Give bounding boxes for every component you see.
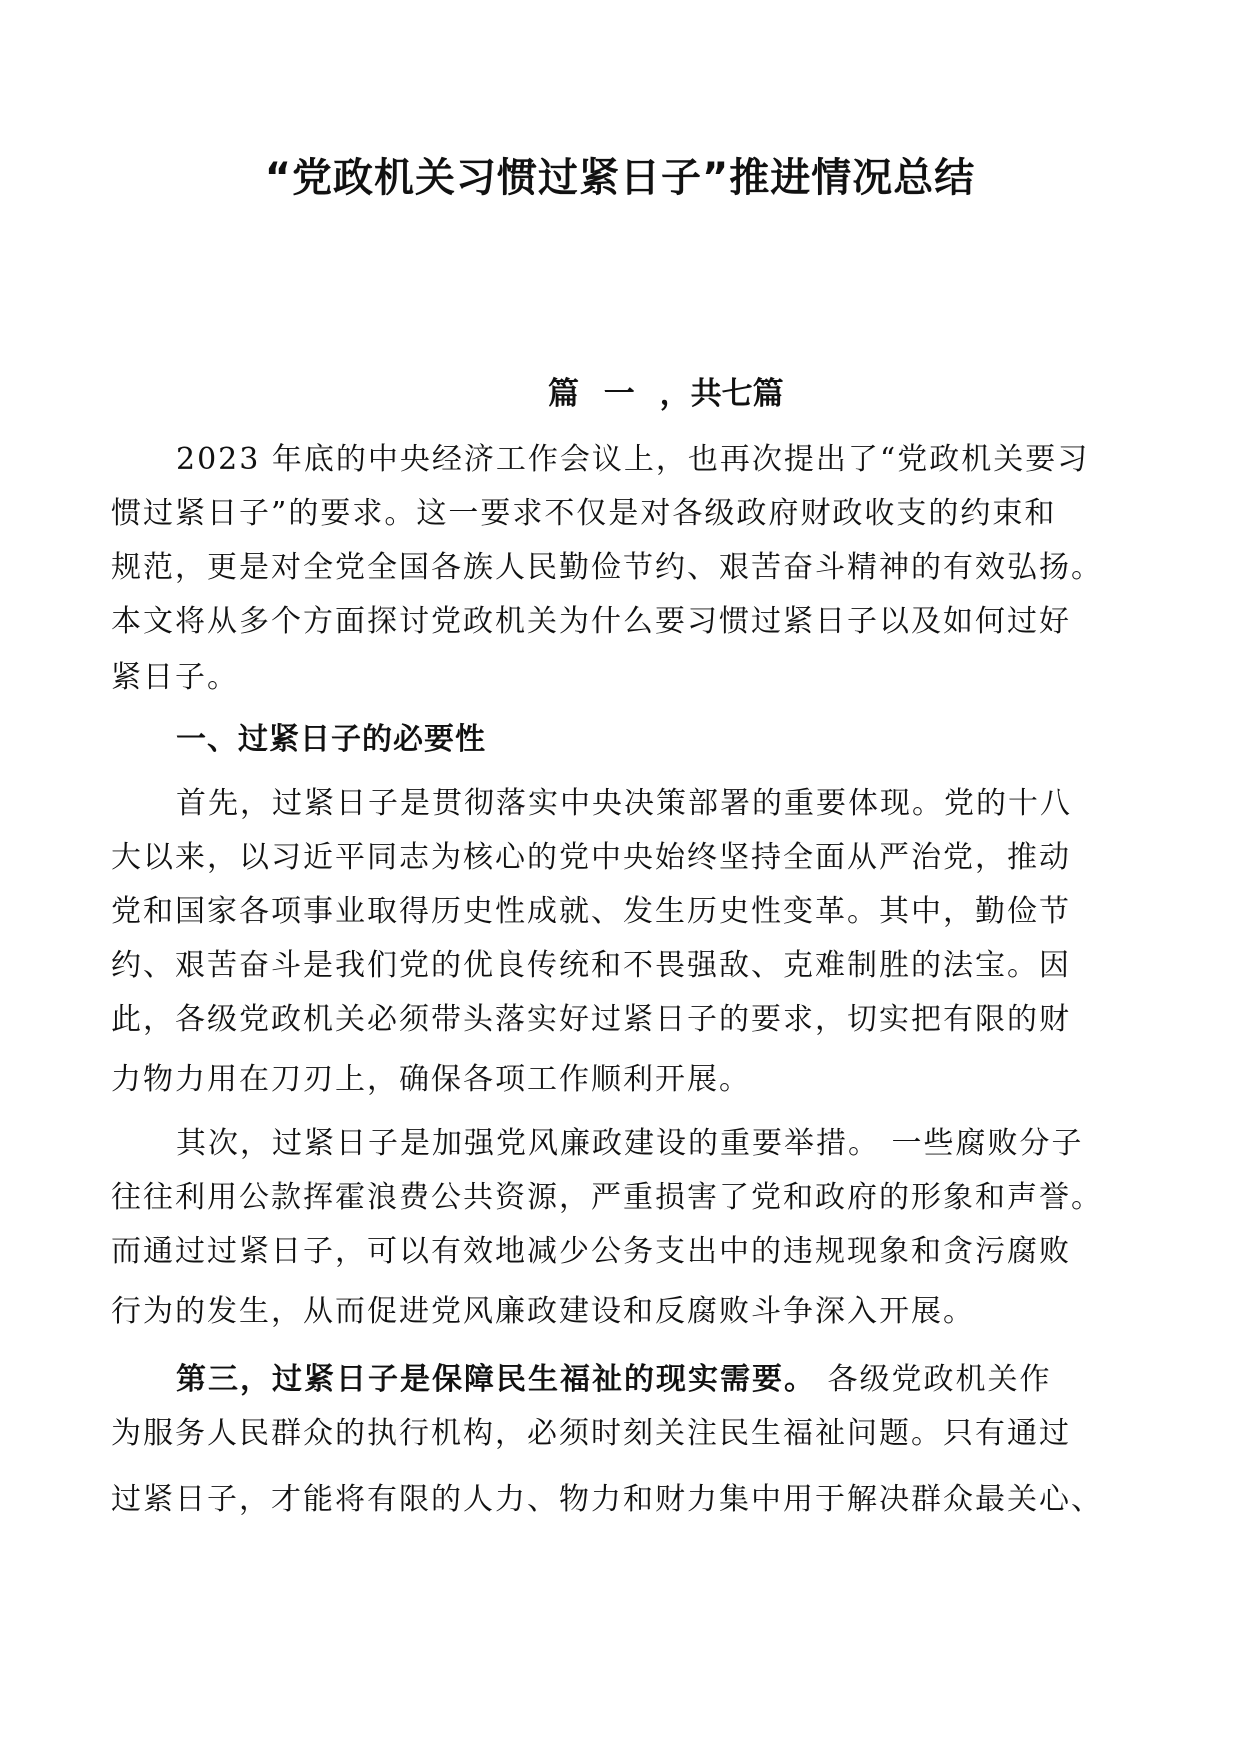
intro-line-2: 惯过紧日子”的要求。这一要求不仅是对各级政府财政收支的约束和 xyxy=(111,496,1057,531)
intro-line-5: 紧日子。 xyxy=(111,660,239,695)
para2-line-4: 行为的发生，从而促进党风廉政建设和反腐败斗争深入开展。 xyxy=(111,1294,975,1329)
intro-line-1: 2023 年底的中央经济工作会议上，也再次提出了“党政机关要习 xyxy=(176,442,1090,477)
document-subtitle: 篇 一 ，共七篇 xyxy=(548,376,784,412)
para2-line-2: 往往利用公款挥霍浪费公共资源，严重损害了党和政府的形象和声誉。 xyxy=(111,1180,1103,1215)
para2-line-1: 其次，过紧日子是加强党风廉政建设的重要举措。 一些腐败分子 xyxy=(176,1126,1084,1161)
para1-line-1: 首先，过紧日子是贯彻落实中央决策部署的重要体现。党的十八 xyxy=(176,786,1072,821)
section-heading-necessity: 一、过紧日子的必要性 xyxy=(176,722,486,757)
para1-line-5: 此，各级党政机关必须带头落实好过紧日子的要求，切实把有限的财 xyxy=(111,1002,1071,1037)
para1-line-4: 约、艰苦奋斗是我们党的优良传统和不畏强敌、克难制胜的法宝。因 xyxy=(111,948,1071,983)
intro-line-4: 本文将从多个方面探讨党政机关为什么要习惯过紧日子以及如何过好 xyxy=(111,604,1071,639)
para3-line-1 xyxy=(176,1358,1052,1402)
para3-line-2: 为服务人民群众的执行机构，必须时刻关注民生福祉问题。只有通过 xyxy=(111,1416,1071,1451)
para1-line-6: 力物力用在刀刃上，确保各项工作顺利开展。 xyxy=(111,1062,751,1097)
para3-lead-rest: 各级党政机关作 xyxy=(816,1362,1052,1397)
para2-line-3: 而通过过紧日子，可以有效地减少公务支出中的违规现象和贪污腐败 xyxy=(111,1234,1071,1269)
document-title: “党政机关习惯过紧日子”推进情况总结 xyxy=(264,155,976,201)
para1-line-2: 大以来，以习近平同志为核心的党中央始终坚持全面从严治党，推动 xyxy=(111,840,1071,875)
para3-bold-lead: 第三，过紧日子是保障民生福祉的现实需要。 xyxy=(176,1362,816,1397)
para1-line-3: 党和国家各项事业取得历史性成就、发生历史性变革。其中，勤俭节 xyxy=(111,894,1071,929)
intro-line-3: 规范，更是对全党全国各族人民勤俭节约、艰苦奋斗精神的有效弘扬。 xyxy=(111,550,1103,585)
para3-line-3: 过紧日子，才能将有限的人力、物力和财力集中用于解决群众最关心、 xyxy=(111,1482,1103,1517)
